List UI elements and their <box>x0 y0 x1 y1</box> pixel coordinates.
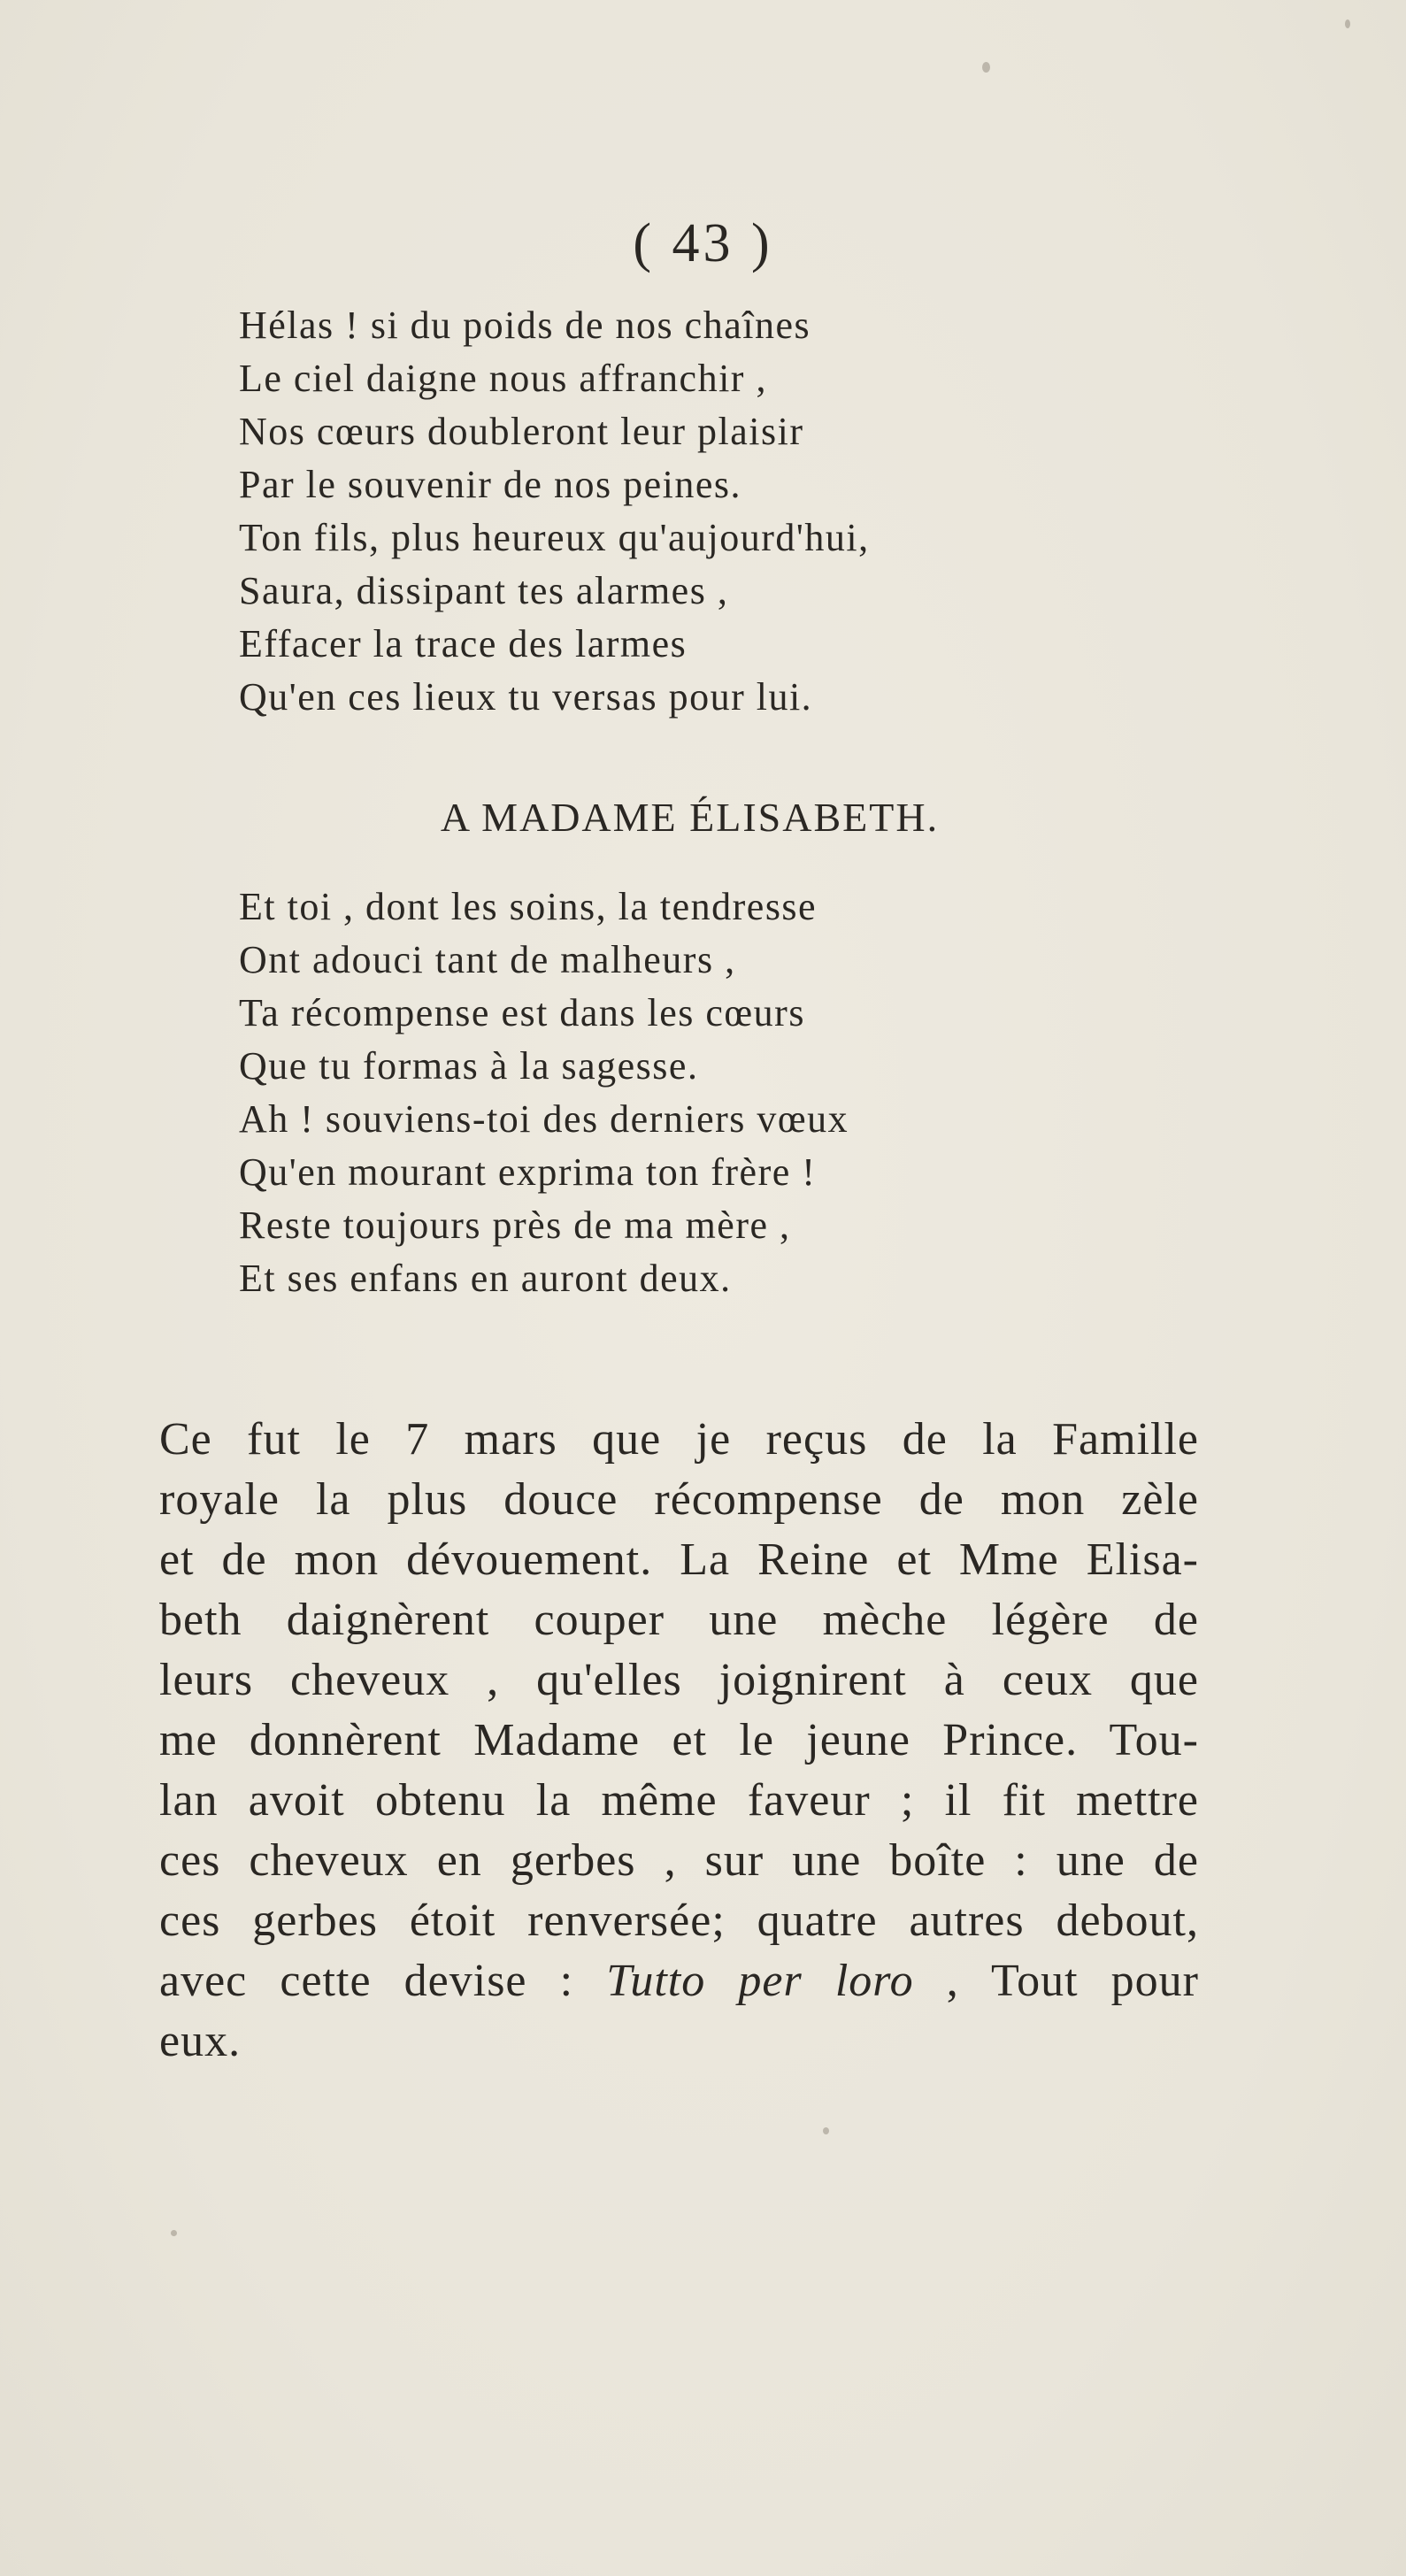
ink-speck <box>1345 19 1350 28</box>
prose-line-motto <box>159 1951 1199 2011</box>
poem-stanza-2 <box>239 880 1035 1305</box>
verse-line: Nos cœurs doubleront leur plaisir <box>239 410 804 453</box>
italic-motto: Tutto per loro <box>606 1956 914 2006</box>
section-heading <box>0 794 1406 841</box>
prose-line: et de mon dévouement. La Reine et Mme Elisa- <box>159 1534 1199 1585</box>
verse-line: Et toi , dont les soins, la tendresse <box>239 885 818 928</box>
ink-speck <box>171 2230 177 2236</box>
verse-line: Le ciel daigne nous affranchir , <box>239 357 767 400</box>
ink-speck <box>982 62 990 73</box>
verse-line: Et ses enfans en auront deux. <box>239 1257 732 1300</box>
verse-line: Effacer la trace des larmes <box>239 622 688 665</box>
verse-line: Reste toujours près de ma mère , <box>239 1203 791 1247</box>
prose-line: eux. <box>159 2016 242 2066</box>
prose-text: , Tout pour <box>913 1956 1199 2006</box>
prose-line: Ce fut le 7 mars que je reçus de la Famille <box>159 1414 1199 1465</box>
prose-line: ces cheveux en gerbes , sur une boîte : une de <box>159 1835 1199 1886</box>
prose-line: ces gerbes étoit renversée; quatre autres debout, <box>159 1895 1199 1946</box>
section-heading-text: A MADAME ÉLISABETH. <box>440 795 940 840</box>
verse-line: Ah ! souviens-toi des derniers vœux <box>239 1097 849 1141</box>
verse-line: Que tu formas à la sagesse. <box>239 1044 699 1088</box>
verse-line: Qu'en mourant exprima ton frère ! <box>239 1150 817 1194</box>
prose-line: royale la plus douce récompense de mon zèle <box>159 1474 1199 1525</box>
prose-line: lan avoit obtenu la même faveur ; il fit mettre <box>159 1775 1199 1826</box>
verse-line: Ont adouci tant de malheurs , <box>239 938 736 981</box>
prose-paragraph <box>159 1410 1199 2072</box>
prose-line: beth daignèrent couper une mèche légère de <box>159 1595 1199 1645</box>
verse-line: Saura, dissipant tes alarmes , <box>239 569 729 612</box>
page-number: ( 43 ) <box>633 213 773 273</box>
ink-speck <box>823 2127 829 2134</box>
prose-text: avec cette devise : <box>159 1956 607 2006</box>
prose-line: leurs cheveux , qu'elles joignirent à ceux que <box>159 1655 1199 1705</box>
verse-line: Hélas ! si du poids de nos chaînes <box>239 304 811 347</box>
verse-line: Par le souvenir de nos peines. <box>239 463 741 506</box>
poem-stanza-1 <box>239 299 1035 724</box>
verse-line: Ton fils, plus heureux qu'aujourd'hui, <box>239 516 870 559</box>
verse-line: Ta récompense est dans les cœurs <box>239 991 805 1034</box>
verse-line: Qu'en ces lieux tu versas pour lui. <box>239 675 813 719</box>
prose-line: me donnèrent Madame et le jeune Prince. Tou- <box>159 1715 1199 1765</box>
